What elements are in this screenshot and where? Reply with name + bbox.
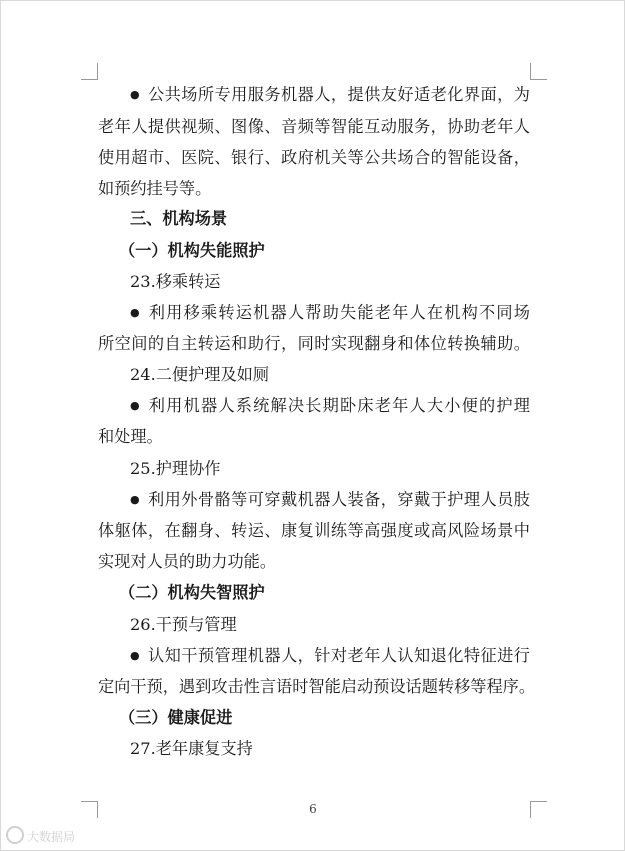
item-heading: 27.老年康复支持 [130,739,253,758]
bullet-icon: ● [130,306,140,319]
item-heading: 25.护理协作 [130,459,221,478]
paragraph-line: 老年人提供视频、图像、音频等智能互动服务，协助老年人 [98,117,530,136]
watermark: 大数据局 [6,826,75,845]
paragraph-line: 如预约挂号等。 [98,179,212,198]
paragraph-line: ● 认知干预管理机器人，针对老年人认知退化特征进行 [130,646,530,665]
paragraph-line: 定向干预，遇到攻击性言语时智能启动预设话题转移等程序。 [98,677,536,696]
subsection-heading: （二）机构失智照护 [119,583,265,602]
paragraph-line: ● 利用机器人系统解决长期卧床老年人大小便的护理 [130,396,530,415]
crop-mark-top-left [81,63,98,80]
item-heading: 23.移乘转运 [130,272,221,291]
paragraph-line: 实现对人员的助力功能。 [98,552,277,571]
crop-mark-bottom-right [530,801,547,818]
item-heading: 26.干预与管理 [130,615,237,634]
subsection-heading: （一）机构失能照护 [119,241,265,260]
paragraph-line: ● 利用外骨骼等可穿戴机器人装备，穿戴于护理人员肢 [130,490,530,509]
bullet-icon: ● [130,493,140,506]
page-number: 6 [309,802,317,816]
section-heading: 三、机构场景 [130,209,228,228]
bullet-icon: ● [130,649,140,662]
bullet-icon: ● [130,88,140,101]
crop-mark-bottom-left [81,801,98,818]
paragraph-line: ● 利用移乘转运机器人帮助失能老年人在机构不同场 [130,303,530,322]
paragraph-line: 使用超市、医院、银行、政府机关等公共场合的智能设备， [98,148,530,167]
crop-mark-top-right [530,63,547,80]
paragraph-line: 和处理。 [98,427,163,446]
item-heading: 24.二便护理及如厕 [130,365,270,384]
paragraph-line: 体躯体，在翻身、转运、康复训练等高强度或高风险场景中 [98,521,530,540]
watermark-logo-icon [6,826,24,844]
paragraph-line: ● 公共场所专用服务机器人，提供友好适老化界面，为 [130,85,530,104]
bullet-icon: ● [130,399,140,412]
subsection-heading: （三）健康促进 [119,708,233,727]
paragraph-line: 所空间的自主转运和助行，同时实现翻身和体位转换辅助。 [98,334,530,353]
